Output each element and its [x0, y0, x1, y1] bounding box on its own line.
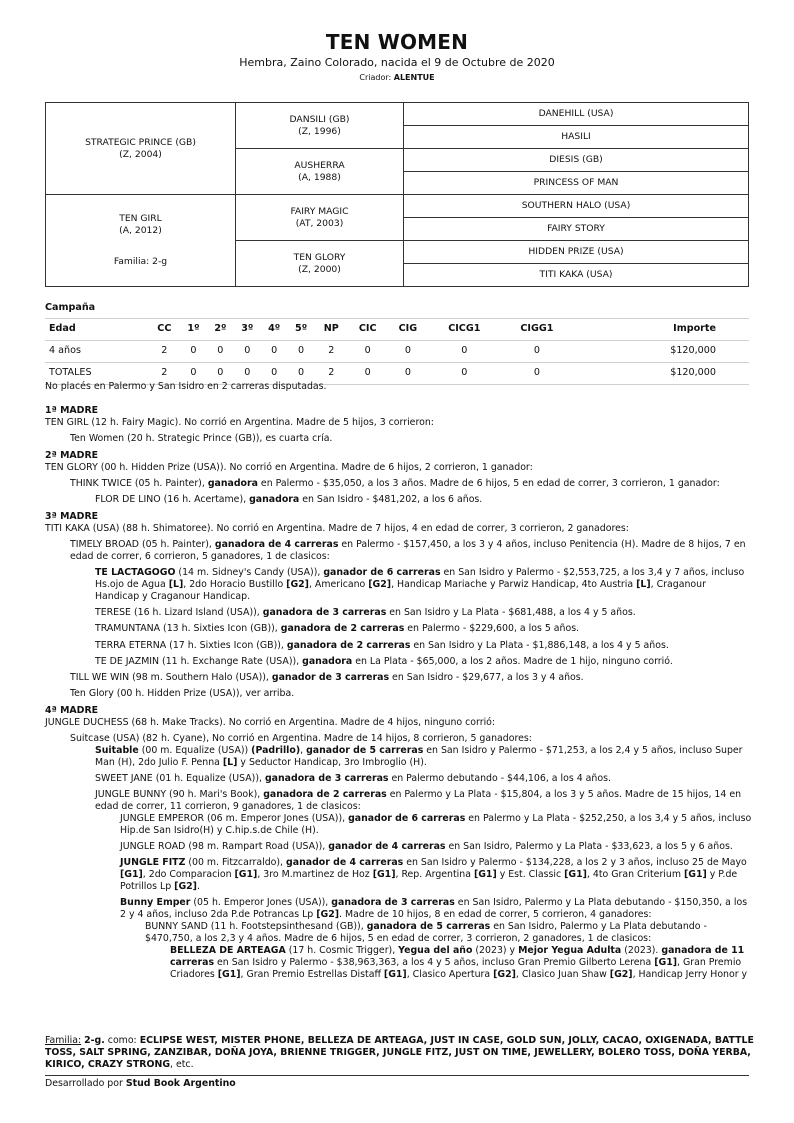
fourth-dam-text: JUNGLE DUCHESS (68 h. Make Tracks). No corrió en Argentina. Madre de 4 hijos, ninguno corrió:: [45, 716, 496, 728]
family-line: Familia: 2-g. como: ECLIPSE WEST, MISTER PHONE, BELLEZA DE ARTEAGA, JUST IN CASE, GOLD SUN, JOLLY, CACAO, OXIGENADA, BATTLE TOSS, SALT SPRING, ZANZIBAR, DOÑA JOYA, BRIENNE TRIGGER, JUNGLE FITZ, JUST ON TIME, JEWELLERY, BOLERO TOSS, DOÑA YERBA, KIRICO, CRAZY STRONG, etc.: [45, 1035, 754, 1071]
third-dam-grandchild: TERRA ETERNA (17 h. Sixties Icon (GB)), ganadora de 2 carreras en San Isidro y La Plata - $1,886,148, a los 4 y 5 años.: [95, 639, 669, 651]
pedigree-sire: STRATEGIC PRINCE (GB) (Z, 2004): [46, 103, 236, 195]
fourth-dam-descendant: BUNNY SAND (11 h. Footstepsinthesand (GB)), ganadora de 5 carreras en San Isidro, Palermo y La Plata debutando - $470,750, a los 2,3 y 4 años. Madre de 6 hijos, 5 en edad de correr, 3 corrieron, 2 ganadores, 1 de clasicos:: [145, 921, 707, 945]
third-dam-text: TITI KAKA (USA) (88 h. Shimatoree). No corrió en Argentina. Madre de 7 hijos, 4 en edad de correr, 3 corrieron, 2 ganadores:: [45, 523, 629, 535]
footer-org: Stud Book Argentino: [125, 1078, 236, 1089]
col-header: CICG1: [428, 319, 500, 341]
campaign-header-row: [45, 319, 749, 341]
table-row: TOTALES 2 0 0 0 0 0 2 0 0 0 0 $120,000: [45, 363, 749, 385]
breeder-label: Criador:: [359, 73, 392, 82]
campaign-title: Campaña: [45, 302, 96, 313]
pedigree-table: [45, 102, 749, 287]
pedigree-dam-sire: FAIRY MAGIC (AT, 2003): [236, 195, 404, 241]
pedigree-gen3-6: FAIRY STORY: [404, 218, 749, 241]
second-dam-child: THINK TWICE (05 h. Painter), ganadora en Palermo - $35,050, a los 3 años. Madre de 6 hijos, 5 en edad de correr, 3 corrieron, 1 ganador:: [70, 478, 720, 490]
first-dam-text: TEN GIRL (12 h. Fairy Magic). No corrió en Argentina. Madre de 5 hijos, 3 corrieron:: [45, 417, 434, 429]
third-dam-grandchild: TE DE JAZMIN (11 h. Exchange Rate (USA)), ganadora en La Plata - $65,000, a los 2 años. Madre de 1 hijo, ninguno corrió.: [95, 655, 673, 667]
fourth-dam-grandchild: Suitable (00 m. Equalize (USA)) (Padrillo), ganador de 5 carreras en San Isidro y Palermo - $71,253, a los 2,4 y 5 años, incluso Super Man (H), 2do Julio F. Penna [L] y Seductor Handicap, 3ro Imbroglio (H).: [95, 744, 743, 768]
fourth-dam-grandchild: SWEET JANE (01 h. Equalize (USA)), ganadora de 3 carreras en Palermo debutando - $44,106, a los 4 años.: [95, 772, 611, 784]
breeder-name: ALENTUE: [393, 73, 435, 82]
breeder-line: [0, 73, 794, 83]
fourth-dam-great-grandchild: Bunny Emper (05 h. Emperor Jones (USA)), ganadora de 3 carreras en San Isidro, Palermo y La Plata debutando - $150,350, a los 2 y 4 años, incluso 2da P.de Potrancas Lp [G2]. Madre de 10 hijos, 8 en edad de correr, 5 corrieron, 4 ganadores:: [120, 897, 748, 921]
horse-name-title: TEN WOMEN: [325, 30, 469, 54]
third-dam-child: Ten Glory (00 h. Hidden Prize (USA)), ver arriba.: [70, 687, 295, 699]
third-dam-grandchild: TERESE (16 h. Lizard Island (USA)), ganadora de 3 carreras en San Isidro y La Plata - $681,488, a los 4 y 5 años.: [95, 607, 636, 619]
pedigree-gen3-1: DANEHILL (USA): [404, 103, 749, 126]
col-header: 2º: [207, 319, 234, 341]
fourth-dam-great-grandchild: JUNGLE EMPEROR (06 m. Emperor Jones (USA)), ganador de 6 carreras en Palermo y La Plata - $252,250, a los 3,4 y 5 años, incluso Hip.de San Isidro(H) y C.hip.s.de Chile (H).: [120, 812, 752, 836]
fourth-dam-child: Suitcase (USA) (82 h. Cyane), No corrió en Argentina. Madre de 14 hijos, 8 corrieron, 5 ganadores:: [70, 732, 532, 744]
pedigree-dam-dam: TEN GLORY (Z, 2000): [236, 241, 404, 287]
fourth-dam-grandchild: JUNGLE BUNNY (90 h. Mari's Book), ganadora de 2 carreras en Palermo y La Plata - $15,804, a los 3 y 5 años. Madre de 15 hijos, 14 en edad de correr, 11 corrieron, 9 ganadores, 1 de clasicos:: [95, 788, 742, 812]
fourth-dam-heading: 4ª MADRE: [45, 704, 99, 716]
col-header: CIG: [387, 319, 428, 341]
fourth-dam-descendant: BELLEZA DE ARTEAGA (17 h. Cosmic Trigger), Yegua del año (2023) y Mejor Yegua Adulta (2023). ganadora de 11 carreras en San Isidro y Palermo - $38,963,363, a los 4 y 5 años, incluso Gran Premio Gilberto Lerena [G1], Gran Premio Criadores [G1], Gran Premio Estrellas Distaff [G1], Clasico Apertura [G2], Clasico Juan Shaw [G2], Handicap Jerry Honor y: [170, 945, 748, 981]
family-members: ECLIPSE WEST, MISTER PHONE, BELLEZA DE ARTEAGA, JUST IN CASE, GOLD SUN, JOLLY, CACAO, OXIGENADA, BATTLE TOSS, SALT SPRING, ZANZIBAR, DOÑA JOYA, BRIENNE TRIGGER, JUNGLE FITZ, JUST ON TIME, JEWELLERY, BOLERO TOSS, DOÑA YERBA, KIRICO, CRAZY STRONG: [45, 1035, 754, 1071]
pedigree-gen3-7: HIDDEN PRIZE (USA): [404, 241, 749, 264]
col-header: Importe: [574, 319, 749, 341]
col-header: 5º: [288, 319, 315, 341]
pedigree-sire-sire: DANSILI (GB) (Z, 1996): [236, 103, 404, 149]
pedigree-gen3-4: PRINCESS OF MAN: [404, 172, 749, 195]
first-dam-heading: 1ª MADRE: [45, 405, 99, 416]
col-header: Edad: [45, 319, 149, 341]
footer: Desarrollado por Stud Book Argentino: [45, 1075, 749, 1090]
pedigree-gen3-5: SOUTHERN HALO (USA): [404, 195, 749, 218]
col-header: 1º: [180, 319, 207, 341]
third-dam-child: TIMELY BROAD (05 h. Painter), ganadora de 4 carreras en Palermo - $157,450, a los 3 y 4 años, incluso Penitencia (H). Madre de 8 hijos, 7 en edad de correr, 6 corrieron, 5 ganadores, 1 de clasicos:: [70, 539, 746, 563]
first-dam-child: Ten Women (20 h. Strategic Prince (GB)), es cuarta cría.: [70, 433, 333, 445]
pedigree-sire-dam: AUSHERRA (A, 1988): [236, 149, 404, 195]
col-header: 4º: [261, 319, 288, 341]
campaign-note: No placés en Palermo y San Isidro en 2 carreras disputadas.: [45, 381, 327, 392]
pedigree-dam: TEN GIRL (A, 2012) Familia: 2-g: [46, 195, 236, 287]
pedigree-gen3-2: HASILI: [404, 126, 749, 149]
horse-description: Hembra, Zaino Colorado, nacida el 9 de Octubre de 2020: [239, 56, 555, 69]
family-code: 2-g.: [84, 1035, 105, 1046]
third-dam-grandchild: TRAMUNTANA (13 h. Sixties Icon (GB)), ganadora de 2 carreras en Palermo - $229,600, a los 5 años.: [95, 623, 580, 635]
third-dam-grandchild: TE LACTAGOGO (14 m. Sidney's Candy (USA)), ganador de 6 carreras en San Isidro y Palermo - $2,553,725, a los 3,4 y 7 años, incluso Hs.ojo de Agua [L], 2do Horacio Bustillo [G2], Americano [G2], Handicap Mariache y Parwiz Handicap, 4to Austria [L], Craganour Handicap y Craganour Handicap.: [95, 567, 745, 603]
second-dam-text: TEN GLORY (00 h. Hidden Prize (USA)). No corrió en Argentina. Madre de 6 hijos, 2 corrieron, 1 ganador:: [45, 462, 533, 474]
campaign-table: [45, 318, 749, 385]
pedigree-gen3-3: DIESIS (GB): [404, 149, 749, 172]
third-dam-child: TILL WE WIN (98 m. Southern Halo (USA)), ganador de 3 carreras en San Isidro - $29,677, a los 3 y 4 años.: [70, 671, 584, 683]
pedigree-dam-family: Familia: 2-g: [113, 256, 168, 268]
fourth-dam-great-grandchild: JUNGLE ROAD (98 m. Rampart Road (USA)), ganador de 4 carreras en San Isidro, Palermo y La Plata - $33,623, a los 5 y 6 años.: [120, 840, 733, 852]
col-header: CIC: [348, 319, 387, 341]
col-header: CIGG1: [500, 319, 574, 341]
family-label: Familia:: [45, 1035, 82, 1046]
second-dam-heading: 2ª MADRE: [45, 450, 99, 462]
second-dam-grandchild: FLOR DE LINO (16 h. Acertame), ganadora en San Isidro - $481,202, a los 6 años.: [95, 494, 483, 506]
col-header: CC: [149, 319, 180, 341]
dam-lines: [45, 405, 753, 981]
pedigree-gen3-8: TITI KAKA (USA): [404, 264, 749, 287]
third-dam-heading: 3ª MADRE: [45, 511, 99, 523]
col-header: NP: [315, 319, 349, 341]
col-header: 3º: [234, 319, 261, 341]
table-row: 4 años 2 0 0 0 0 0 2 0 0 0 0 $120,000: [45, 341, 749, 363]
fourth-dam-great-grandchild: JUNGLE FITZ (00 m. Fitzcarraldo), ganador de 4 carreras en San Isidro y Palermo - $134,228, a los 2 y 3 años, incluso 25 de Mayo [G1], 2do Comparacion [G1], 3ro M.martinez de Hoz [G1], Rep. Argentina [G1] y Est. Classic [G1], 4to Gran Criterium [G1] y P.de Potrillos Lp [G2].: [120, 856, 747, 893]
